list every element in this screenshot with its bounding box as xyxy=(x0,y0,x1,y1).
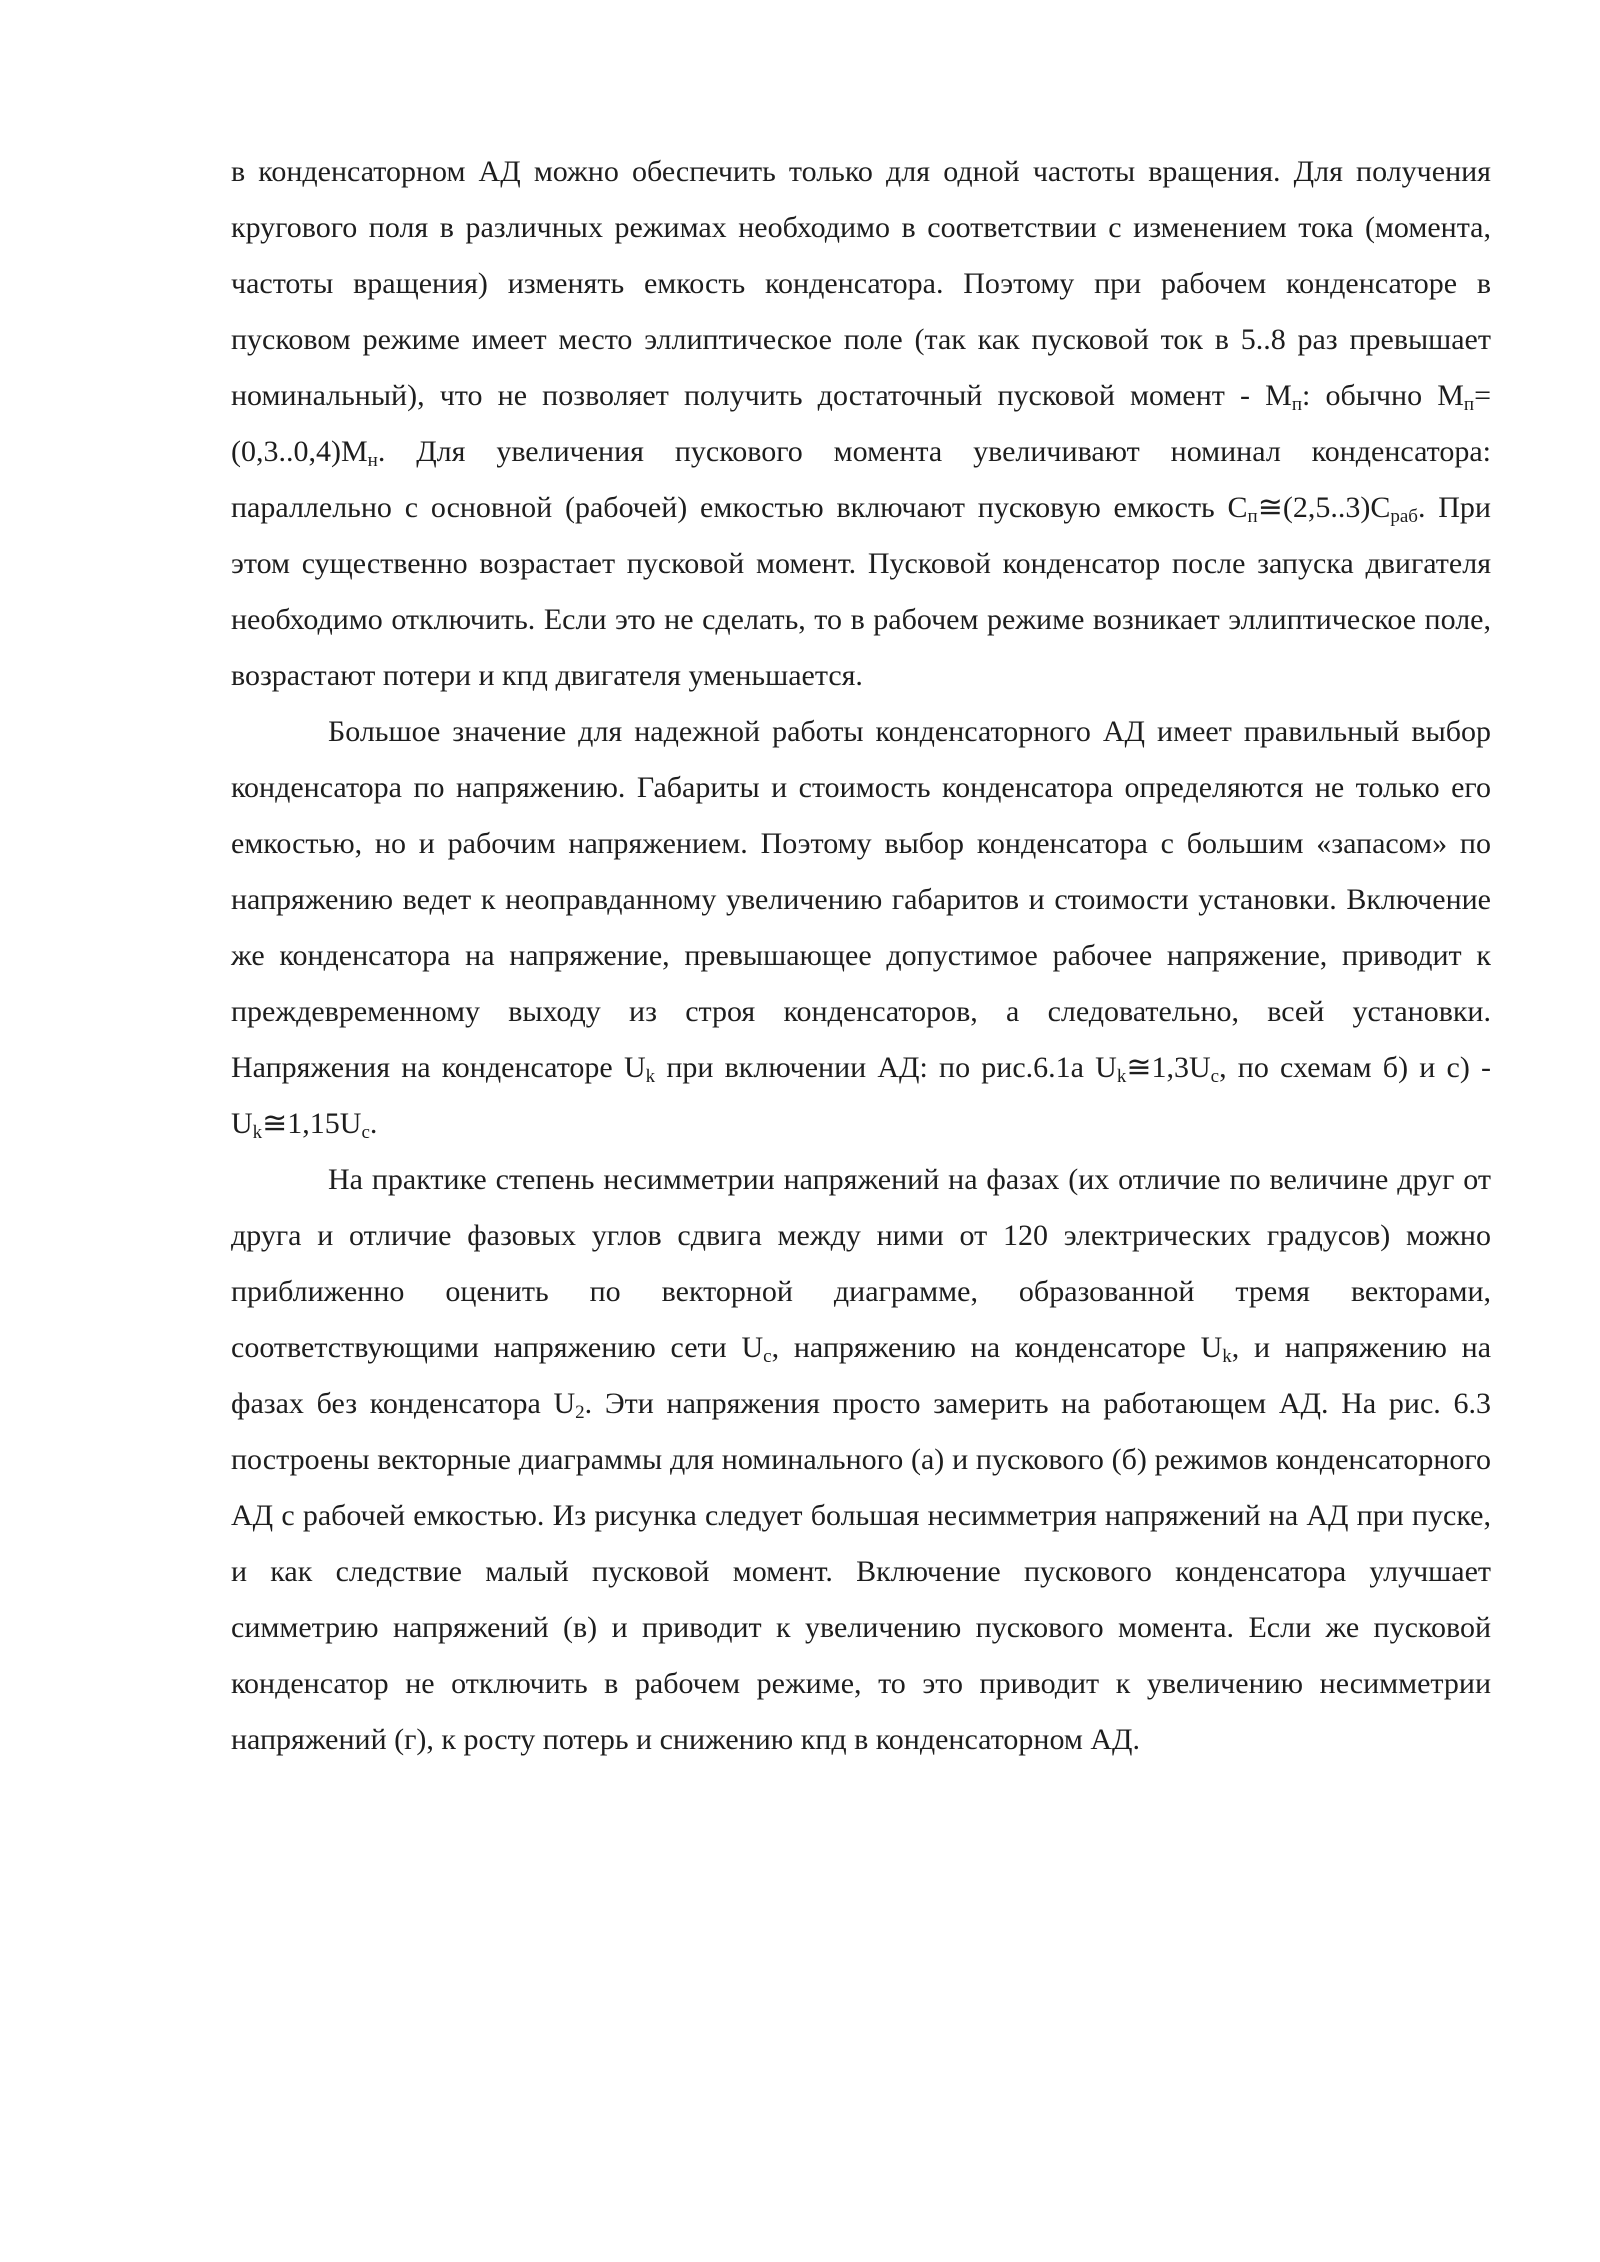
paragraph-3 xyxy=(231,1152,1491,1768)
text-run: . Для увеличения пускового момента увеличивают номинал конденсатора: параллельно с основной (рабочей) емкостью включают пусковую емкость С xyxy=(231,435,1491,524)
text-run: . Эти напряжения просто замерить на работающем АД. На рис. 6.3 построены векторные диаграммы для номинального (а) и пускового (б) режимов конденсаторного АД с рабочей емкостью. Из рисунка следует большая несимметрия напряжений на АД при пуске, и как следствие малый пусковой момент. Включение пускового конденсатора улучшает симметрию напряжений (в) и приводит к увеличению пускового момента. Если же пусковой конденсатор не отключить в рабочем режиме, то это приводит к увеличению несимметрии напряжений (г), к росту потерь и снижению кпд в конденсаторном АД. xyxy=(231,1387,1491,1756)
text-run: , и напряжению на фазах без конденсатора U xyxy=(231,1331,1492,1420)
body-text xyxy=(231,144,1491,1768)
subscript: н xyxy=(367,450,378,471)
subscript: k xyxy=(252,1122,263,1143)
text-run: ≅(2,5..3)С xyxy=(1257,491,1391,524)
text-run: ≅1,15U xyxy=(262,1107,362,1140)
paragraph-1 xyxy=(231,144,1491,704)
subscript: 2 xyxy=(575,1402,585,1423)
paragraph-2 xyxy=(231,704,1491,1152)
text-run: при включении АД: по рис.6.1а U xyxy=(655,1051,1117,1084)
text-run: . xyxy=(369,1107,378,1140)
text-run: . При этом существенно возрастает пусковой момент. Пусковой конденсатор после запуска двигателя необходимо отключить. Если это не сделать, то в рабочем режиме возникает эллиптическое поле, возрастают потери и кпд двигателя уменьшается. xyxy=(231,491,1491,692)
subscript: k xyxy=(1116,1066,1127,1087)
text-run: =(0,3..0,4)М xyxy=(231,379,1491,468)
text-run: , по схемам б) и с) - U xyxy=(231,1051,1492,1140)
text-run: На практике степень несимметрии напряжений на фазах (их отличие по величине друг от друга и отличие фазовых углов сдвига между ними от 120 электрических градусов) можно приближенно оценить по векторной диаграмме, образованной тремя векторами, соответствующими напряжению сети U xyxy=(231,1163,1491,1364)
text-run: , напряжению на конденсаторе U xyxy=(771,1331,1223,1364)
subscript: п xyxy=(1463,394,1475,415)
subscript: раб xyxy=(1390,506,1418,527)
text-run: ≅1,3U xyxy=(1126,1051,1211,1084)
subscript: c xyxy=(763,1346,772,1367)
subscript: k xyxy=(1222,1346,1232,1367)
subscript: п xyxy=(1291,394,1303,415)
text-run: Большое значение для надежной работы конденсаторного АД имеет правильный выбор конденсатора по напряжению. Габариты и стоимость конденсатора определяются не только его емкостью, но и рабочим напряжением. Поэтому выбор конденсатора с большим «запасом» по напряжению ведет к неоправданному увеличению габаритов и стоимости установки. Включение же конденсатора на напряжение, превышающее допустимое рабочее напряжение, приводит к преждевременному выходу из строя конденсаторов, а следовательно, всей установки. Напряжения на конденсаторе U xyxy=(231,715,1491,1084)
subscript: п xyxy=(1247,506,1258,527)
text-run: в конденсаторном АД можно обеспечить только для одной частоты вращения. Для получения кругового поля в различных режимах необходимо в соответствии с изменением тока (момента, частоты вращения) изменять емкость конденсатора. Поэтому при рабочем конденсаторе в пусковом режиме имеет место эллиптическое поле (так как пусковой ток в 5..8 раз превышает номинальный), что не позволяет получить достаточный пусковой момент - М xyxy=(231,155,1491,412)
text-run: : обычно М xyxy=(1302,379,1464,412)
subscript: c xyxy=(1210,1066,1220,1087)
subscript: k xyxy=(645,1066,656,1087)
subscript: c xyxy=(361,1122,370,1143)
